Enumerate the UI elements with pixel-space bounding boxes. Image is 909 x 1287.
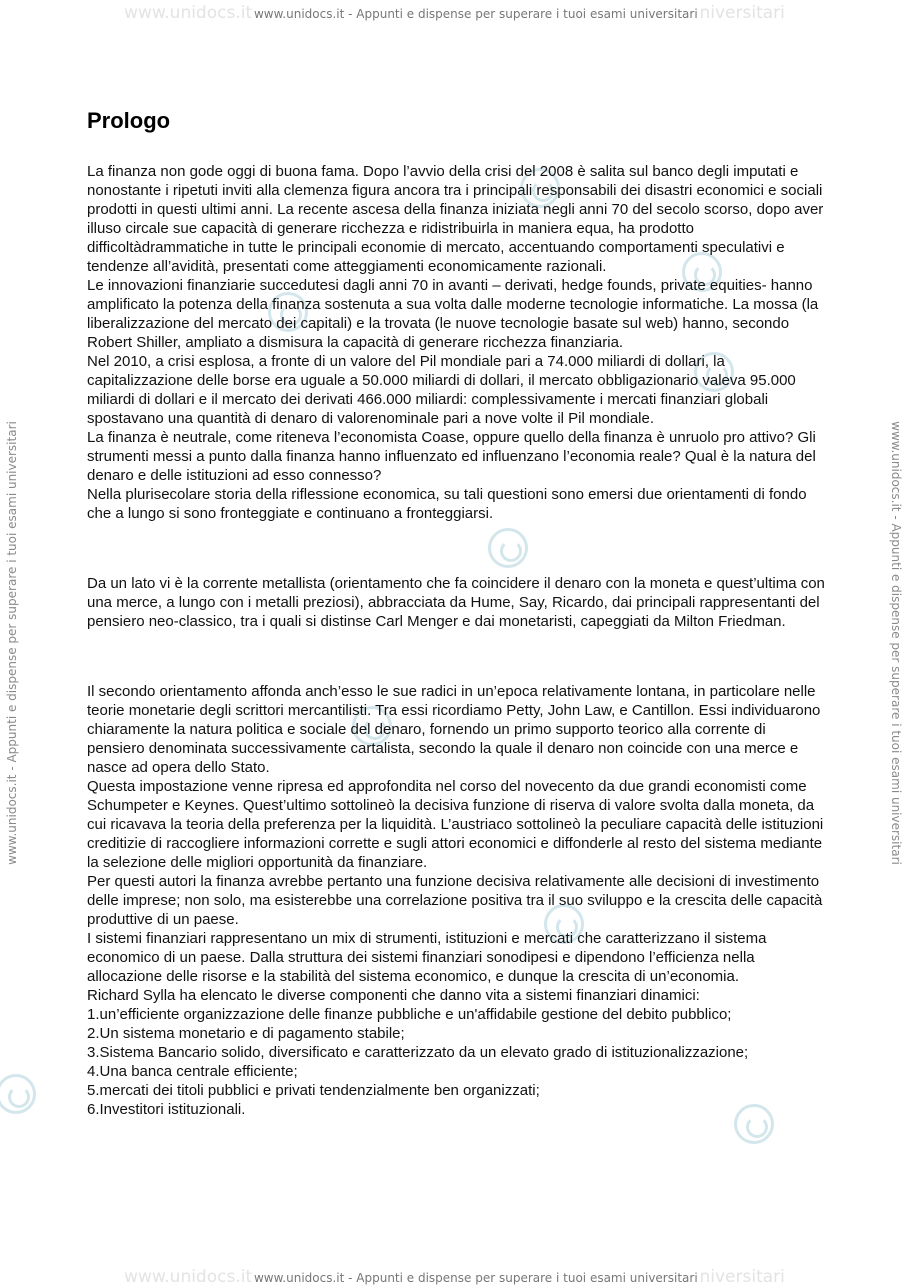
paragraph: 2.Un sistema monetario e di pagamento stabile; (87, 1025, 405, 1042)
paragraph: Nella plurisecolare storia della riflessione economica, su tali questioni sono emersi due orientamenti di fondo che a lungo si sono fronteggiate e continuano a fronteggiarsi. (87, 486, 807, 522)
watermark-banner-top (0, 3, 909, 23)
paragraph: 3.Sistema Bancario solido, diversificato e caratterizzato da un elevato grado di istituzionalizzazione; (87, 1044, 749, 1061)
paragraph-spacer (87, 539, 827, 558)
watermark-ghost-right: niversitari (699, 3, 785, 23)
document-body (87, 108, 827, 1119)
watermark-ghost-left: www.unidocs.it (124, 1267, 253, 1287)
watermark-logo-icon (0, 1074, 36, 1114)
paragraph: Questa impostazione venne ripresa ed approfondita nel corso del novecento da due grandi economisti come Schumpeter e Keynes. Quest’ultimo sottolineò la decisiva funzione di riserva di valore svolta dalla moneta, da cui ricavava la teoria della preferenza per la liquidità. L’austriaco sottolineò la peculiare capacità delle istituzioni creditizie di raccogliere informazioni corrette e sugli attori economici e diffonderle al resto del sistema mediante la selezione delle migliori opportunità da finanziare. (87, 778, 824, 871)
watermark-banner-text: www.unidocs.it - Appunti e dispense per superare i tuoi esami universitari (889, 421, 904, 865)
paragraph: I sistemi finanziari rappresentano un mix di strumenti, istituzioni e mercati che caratterizzano il sistema economico di un paese. Dalla struttura dei sistemi finanziari sonodipesi e dipendono l’efficienza nella allocazione delle risorse e la stabilità del sistema economico, e dunque la crescita di un’economia. (87, 930, 767, 985)
paragraph: 6.Investitori istituzionali. (87, 1101, 246, 1118)
paragraph-spacer (87, 647, 827, 666)
paragraph: La finanza è neutrale, come riteneva l’economista Coase, oppure quello della finanza è unruolo pro attivo? Gli strumenti messi a punto dalla finanza hanno influenzato ed influenzano l’economia reale? Qual è la natura del denaro e delle istituzioni ad esso connesso? (87, 429, 816, 484)
paragraph-list (87, 162, 827, 1119)
watermark-banner-text: www.unidocs.it - Appunti e dispense per superare i tuoi esami universitari (5, 421, 20, 865)
paragraph: Le innovazioni finanziarie succedutesi dagli anni 70 in avanti – derivati, hedge founds, private equities- hanno amplificato la potenza della finanza sostenuta a sua volta dalle moderne tecnologie informatiche. La mossa (la liberalizzazione del mercato dei capitali) e la trovata (le nuove tecnologie basate sul web) hanno, secondo Robert Shiller, ampliato a dismisura la capacità di generare ricchezza finanziaria. (87, 277, 819, 351)
paragraph: 4.Una banca centrale efficiente; (87, 1063, 298, 1080)
document-title: Prologo (87, 108, 171, 133)
watermark-ghost-left: www.unidocs.it (124, 3, 253, 23)
paragraph: Nel 2010, a crisi esplosa, a fronte di un valore del Pil mondiale pari a 74.000 miliardi di dollari, la capitalizzazione delle borse era uguale a 50.000 miliardi di dollari, il mercato obbligazionario valeva 95.000 miliardi di dollari e il mercato dei derivati 466.000 miliardi: complessivamente i mercati finanziari globali spostavano una quantità di denaro di valorenominale pari a nove volte il Pil mondiale. (87, 353, 796, 427)
paragraph: Richard Sylla ha elencato le diverse componenti che danno vita a sistemi finanziari dinamici: (87, 987, 700, 1004)
paragraph: Il secondo orientamento affonda anch’esso le sue radici in un’epoca relativamente lontana, in particolare nelle teorie monetarie degli scrittori mercantilisti. Tra essi ricordiamo Petty, John Law, e Cantillon. Essi individuarono chiaramente la natura politica e sociale del denaro, fornendo un primo supporto teorico alla corrente di pensiero denominata successivamente cartalista, secondo la quale il denaro non coincide con una merce e nasce ad opera dello Stato. (87, 683, 821, 776)
watermark-banner-bottom (0, 1267, 909, 1287)
paragraph: Da un lato vi è la corrente metallista (orientamento che fa coincidere il denaro con la moneta e quest’ultima con una merce, a lungo con i metalli preziosi), abbracciata da Hume, Say, Ricardo, dai principali rappresentanti del pensiero neo-classico, tra i quali si distinse Carl Menger e dai monetaristi, capeggiati da Milton Friedman. (87, 575, 825, 630)
paragraph: 5.mercati dei titoli pubblici e privati tendenzialmente ben organizzati; (87, 1082, 540, 1099)
paragraph: Per questi autori la finanza avrebbe pertanto una funzione decisiva relativamente alle decisioni di investimento delle imprese; non solo, ma esisterebbe una correlazione positiva tra il suo sviluppo e la crescita delle capacità produttive di un paese. (87, 873, 823, 928)
watermark-ghost-right: niversitari (699, 1267, 785, 1287)
watermark-banner-text: www.unidocs.it - Appunti e dispense per superare i tuoi esami universitari (253, 7, 698, 21)
watermark-banner-right (886, 0, 906, 1286)
watermark-banner-text: www.unidocs.it - Appunti e dispense per superare i tuoi esami universitari (253, 1271, 698, 1285)
paragraph: La finanza non gode oggi di buona fama. Dopo l’avvio della crisi del 2008 è salita sul banco degli imputati e nonostante i ripetuti inviti alla clemenza figura ancora tra i principali responsabili dei disastri economici e sociali prodotti in questi ultimi anni. La recente ascesa della finanza iniziata negli anni 70 del secolo scorso, dopo aver illuso circale sue capacità di generare ricchezza e ridistribuirla in maniera equa, ha prodotto difficoltàdrammatiche in tutte le principali economie di mercato, accentuando comportamenti speculativi e tendenze all’avidità, presentati come atteggiamenti economicamente razionali. (87, 163, 824, 275)
paragraph: 1.un’efficiente organizzazione delle finanze pubbliche e un'affidabile gestione del debito pubblico; (87, 1006, 732, 1023)
